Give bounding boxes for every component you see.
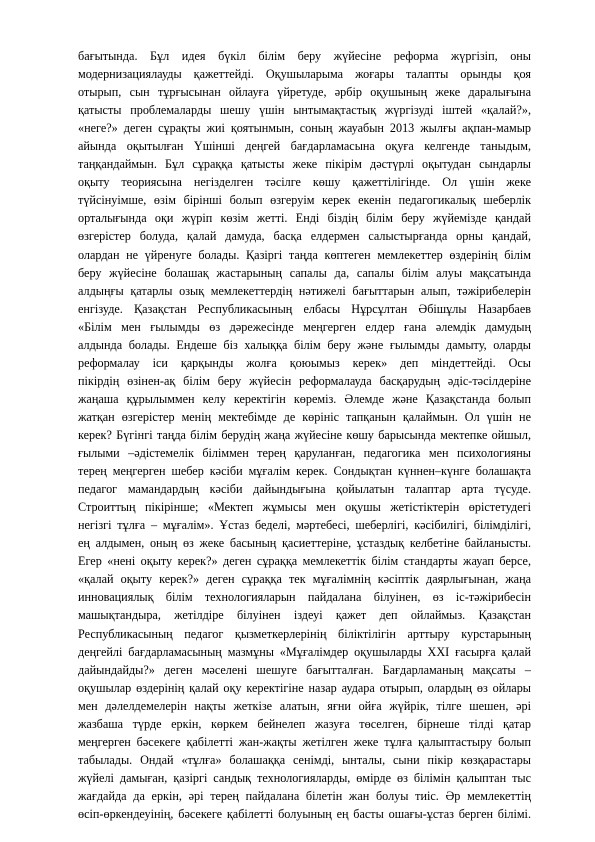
text-line: таңқандаймын. Бұл сұраққа қатысты жеке пікірім дәстүрлі оқытудан сындарлы <box>78 157 531 172</box>
text-line: модернизациялауды қажеттейді. Оқушыларыма жоғары талапты орынды қоя <box>78 67 531 82</box>
text-line: Егер «нені оқыту керек?» деген сұраққа мемлекеттік білім стандарты жауап берсе, <box>78 554 531 569</box>
text-line: негізгі тұлға – мұғалім». Ұстаз беделі, мәртебесі, шеберлігі, кәсібилігі, білімділігі, <box>78 518 531 533</box>
text-line: деңгейлі бағдарламасының мазмұны «Мұғалімдер оқушыларды XXI ғасырға қалай <box>78 644 531 659</box>
text-line: «Білім мен ғылымды өз дәрежесінде меңгерген елдер ғана әлемдік дамудың <box>78 319 531 334</box>
text-line: терең меңгерген шебер кәсіби мұғалім керек. Сондықтан күннен–күнге болашақта <box>78 464 531 479</box>
text-line: дайындайды?» деген мәселені шешуге бағытталған. Бағдарламаның мақсаты – <box>78 662 531 677</box>
text-line: «қалай оқыту керек?» деген сұраққа тек мұғалімнің кәсіптік даярлығынан, жаңа <box>78 572 531 587</box>
text-line: инновациялық білім технологияларын пайдалана білуінен, өз іс-тәжірибесін <box>78 590 531 605</box>
text-line: ең алдымен, оның өз жеке басының қасиеттеріне, ұстаздық келбетіне байланысты. <box>78 536 531 551</box>
text-line: жүйелі дамыған, қазіргі сандық технологияларды, өмірде өз білімін қалыптан тыс <box>78 770 531 785</box>
text-line: пікірдің өзінен-ақ білім беру жүйесін реформалауда басқарудың әдіс-тәсілдеріне <box>78 373 531 388</box>
text-line: өсіп-өркендеуінің, бәсекеге қабілетті болуының ең басты ошағы-ұстаз берген білімі. <box>78 806 531 821</box>
text-line: оқыту теориясына негізделген тәсілге көшу қажеттілігінде. Ол үшін жеке <box>78 175 531 190</box>
text-line: жазбаша түрде еркін, көркем бейнелеп жазуға төселген, бірнеше тілді қатар <box>78 716 531 731</box>
text-line: «неге?» деген сұрақты жиі қоятынмын, соның жауабын 2013 жылғы ақпан-мамыр <box>78 121 531 136</box>
text-line: меңгерген бәсекеге қабілетті жан-жақты жетілген жеке тұлға қалыптастыру болып <box>78 734 531 749</box>
text-line: ғылыми –әдістемелік біліммен терең қаруланған, педагогика мен психологияны <box>78 446 531 461</box>
text-line: бағытында. Бұл идея бүкіл білім беру жүйесіне реформа жүргізіп, оны <box>78 49 531 63</box>
text-line: түйсінуімше, өзім бірінші болып өзгеруім керек екенін педагогикалық шеберлік <box>78 193 531 208</box>
text-line: жатқан өзгерістер менің мектебімде де көрініс тапқанын қалаймын. Ол үшін не <box>78 409 531 424</box>
text-line: машықтандыра, жетілдіре білуінен іздеуі қажет деп ойлаймыз. Қазақстан <box>78 608 531 623</box>
text-line: өзгерістер болуда, қалай дамуда, басқа елдермен салыстырғанда орны қандай, <box>78 229 531 244</box>
text-line: алдыңғы қатарлы озық мемлекеттердің нәтижелі бағыттарын алып, тәжірибелерін <box>78 283 531 298</box>
text-line: Строиттың пікірінше; «Мектеп жұмысы мен оқушы жетістіктерін өрістетудегі <box>78 500 531 515</box>
text-line: алдында болады. Ендеше біз халыққа білім беру және ғылымды дамыту, оларды <box>78 337 531 352</box>
text-line: педагог мамандардың кәсіби дайындығына қойылатын талаптар арта түсуде. <box>78 482 531 497</box>
text-line: енгізуде. Қазақстан Республикасының елбасы Нұрсұлтан Әбішұлы Назарбаев <box>78 301 531 316</box>
text-line: мен дәлелдемелерін нақты жеткізе алатын, яғни ойға жүйрік, тілге шешен, әрі <box>78 698 531 713</box>
text-line: айында оқытылған Үшінші деңгей бағдарламасына оқуға келгенде таныдым, <box>78 139 531 154</box>
text-line: жағдайда да еркін, әрі терең пайдалана білетін жан болуы тиіс. Әр мемлекеттің <box>78 788 531 803</box>
text-line: олардан не үйренуге болады. Қазіргі таңда көптеген мемлекеттер өздерінің білім <box>78 247 531 262</box>
text-line: беру жүйесіне болашақ жастарының сапалы да, сапалы білім алуы мақсатында <box>78 265 531 280</box>
text-line: орталығында оқи жүріп көзім жетті. Енді біздің білім беру жүйемізде қандай <box>78 211 531 226</box>
text-line: табылады. Ондай «тұлға» болашаққа сенімді, ынталы, сыни пікір көзқарастары <box>78 752 531 767</box>
text-line: жаңаша құрылыммен келу керектігін көреміз. Әлемде және Қазақстанда болып <box>78 391 531 406</box>
text-line: Республикасының педагог қызметкерлерінің біліктілігін арттыру курстарының <box>78 626 531 641</box>
text-line: оқушылар өздерінің қалай оқу керектігіне назар аудара отырып, олардың өз ойлары <box>78 680 531 695</box>
text-line: отырып, сын тұрғысынан ойлауға үйретуде, әрбір оқушының жеке даралығына <box>78 85 531 100</box>
text-line: керек? Бүгінгі таңда білім берудің жаңа жүйесіне көшу барысында мектепке ойшыл, <box>78 427 531 442</box>
text-line: қатысты проблемаларды шешу үшін ынтымақтастық жүргізуді іштей «қалай?», <box>78 103 531 118</box>
text-line: реформалау іси қарқынды жолға қоюымыз керек» деп міндеттейді. Осы <box>78 355 531 370</box>
body-text <box>78 47 531 823</box>
